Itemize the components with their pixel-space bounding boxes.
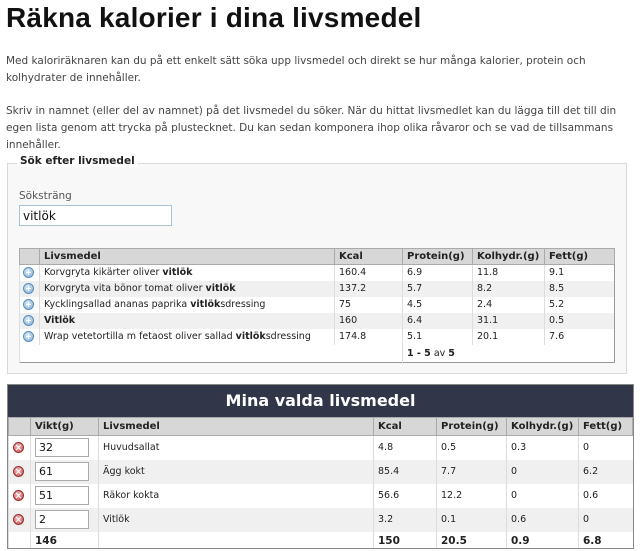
selected-protein: 7.7: [437, 460, 507, 484]
result-food-name: Wrap vetetortilla m fetaost oliver sallad vitlöksdressing: [40, 329, 335, 345]
selected-header-icon: [9, 418, 31, 436]
match-highlight: Vitlök: [44, 315, 76, 326]
selected-food-name: Vitlök: [99, 508, 374, 532]
selected-kcal: 85.4: [374, 460, 437, 484]
result-fat: 9.1: [545, 265, 615, 281]
match-highlight: vitlök: [190, 299, 221, 310]
weight-input[interactable]: [35, 438, 89, 457]
add-plus-icon[interactable]: [23, 331, 34, 342]
search-legend: Sök efter livsmedel: [17, 155, 138, 167]
search-input[interactable]: [19, 205, 172, 226]
result-kcal: 160.4: [335, 265, 403, 281]
selected-header-protein: Protein(g): [437, 418, 507, 436]
selected-food-name: Ägg kokt: [99, 460, 374, 484]
remove-icon[interactable]: [13, 466, 24, 477]
selected-food-name: Räkor kokta: [99, 484, 374, 508]
result-food-name: [40, 313, 335, 329]
total-protein: 20.5: [437, 532, 507, 550]
result-protein: 6.9: [403, 265, 473, 281]
selected-header-carbs: Kolhydr.(g): [507, 418, 579, 436]
selected-carbs: 0: [507, 460, 579, 484]
selected-row: [9, 484, 633, 508]
result-kcal: 137.2: [335, 281, 403, 297]
pager: [403, 345, 615, 363]
selected-carbs: 0.6: [507, 508, 579, 532]
match-highlight: vitlök: [235, 331, 266, 342]
intro-paragraph: Med kaloriräknaren kan du på ett enkelt sätt söka upp livsmedel och direkt se hur många kalorier, protein och kolhydrater de innehåller.: [6, 55, 586, 84]
pager-row: [20, 345, 615, 363]
total-carbs: 0.9: [507, 532, 579, 550]
selected-header-food: Livsmedel: [99, 418, 374, 436]
result-fat: 0.5: [545, 313, 615, 329]
search-fieldset: [7, 155, 627, 374]
result-kcal: 75: [335, 297, 403, 313]
search-label: Söksträng: [19, 190, 72, 202]
search-results-table: [19, 248, 615, 363]
selected-food-name: Huvudsallat: [99, 436, 374, 460]
selected-protein: 0.5: [437, 436, 507, 460]
selected-header-row: [9, 418, 633, 436]
selected-foods-panel: [7, 384, 634, 549]
total-fat: 6.8: [579, 532, 633, 550]
selected-fat: 0: [579, 436, 633, 460]
add-plus-icon[interactable]: [23, 283, 34, 294]
selected-foods-table: [8, 417, 633, 549]
selected-fat: 0: [579, 508, 633, 532]
pager-range: 1 - 5: [407, 347, 431, 359]
add-plus-icon[interactable]: [23, 267, 34, 278]
selected-foods-title: Mina valda livsmedel: [8, 385, 633, 417]
result-row: [20, 281, 615, 297]
selected-kcal: 56.6: [374, 484, 437, 508]
result-protein: 5.7: [403, 281, 473, 297]
result-kcal: 174.8: [335, 329, 403, 345]
selected-carbs: 0.3: [507, 436, 579, 460]
total-kcal: 150: [374, 532, 437, 550]
selected-row: [9, 436, 633, 460]
pager-total: 5: [448, 347, 455, 359]
result-kcal: 160: [335, 313, 403, 329]
match-highlight: vitlök: [205, 283, 236, 294]
weight-input[interactable]: [35, 486, 89, 505]
results-header-carbs[interactable]: Kolhydr.(g): [473, 249, 545, 265]
selected-row: [9, 508, 633, 532]
instructions-paragraph: Skriv in namnet (eller del av namnet) på det livsmedel du söker. När du hittat livsmedlet kan du lägga till det till din egen lista genom att trycka på plustecknet. Du kan sedan komponera ihop olika råvaror och se vad de tillsammans innehåller.: [6, 105, 617, 151]
selected-protein: 12.2: [437, 484, 507, 508]
result-food-name: Kycklingsallad ananas paprika vitlöksdressing: [40, 297, 335, 313]
add-plus-icon[interactable]: [23, 315, 34, 326]
results-header-kcal[interactable]: Kcal: [335, 249, 403, 265]
result-protein: 5.1: [403, 329, 473, 345]
result-carbs: 8.2: [473, 281, 545, 297]
selected-fat: 0.6: [579, 484, 633, 508]
match-highlight: vitlök: [162, 267, 193, 279]
result-protein: 4.5: [403, 297, 473, 313]
result-fat: 8.5: [545, 281, 615, 297]
weight-input[interactable]: [35, 462, 89, 481]
selected-carbs: 0: [507, 484, 579, 508]
selected-fat: 6.2: [579, 460, 633, 484]
result-carbs: 31.1: [473, 313, 545, 329]
selected-kcal: 3.2: [374, 508, 437, 532]
result-row: [20, 313, 615, 329]
result-row: [20, 329, 615, 345]
result-food-name: Korvgryta vita bönor tomat oliver vitlök: [40, 281, 335, 297]
selected-protein: 0.1: [437, 508, 507, 532]
remove-icon[interactable]: [13, 490, 24, 501]
result-protein: 6.4: [403, 313, 473, 329]
result-food-name: Korvgryta kikärter oliver vitlök: [40, 265, 335, 281]
results-header-fat[interactable]: Fett(g): [545, 249, 615, 265]
result-row: [20, 297, 615, 313]
result-fat: 5.2: [545, 297, 615, 313]
pager-of: av: [433, 347, 446, 359]
results-header-food[interactable]: Livsmedel: [40, 249, 335, 265]
selected-header-fat: Fett(g): [579, 418, 633, 436]
weight-input[interactable]: [35, 510, 89, 529]
result-carbs: 11.8: [473, 265, 545, 281]
result-carbs: 20.1: [473, 329, 545, 345]
results-header-protein[interactable]: Protein(g): [403, 249, 473, 265]
remove-icon[interactable]: [13, 514, 24, 525]
selected-header-weight: Vikt(g): [31, 418, 99, 436]
add-plus-icon[interactable]: [23, 299, 34, 310]
results-header-icon: [20, 249, 40, 265]
selected-kcal: 4.8: [374, 436, 437, 460]
page-title: Räkna kalorier i dina livsmedel: [6, 2, 422, 33]
results-header-row: [20, 249, 615, 265]
result-fat: 7.6: [545, 329, 615, 345]
total-weight: 146: [31, 532, 99, 550]
result-carbs: 2.4: [473, 297, 545, 313]
result-row: [20, 265, 615, 281]
selected-row: [9, 460, 633, 484]
selected-header-kcal: Kcal: [374, 418, 437, 436]
remove-icon[interactable]: [13, 442, 24, 453]
totals-row: [9, 532, 633, 550]
